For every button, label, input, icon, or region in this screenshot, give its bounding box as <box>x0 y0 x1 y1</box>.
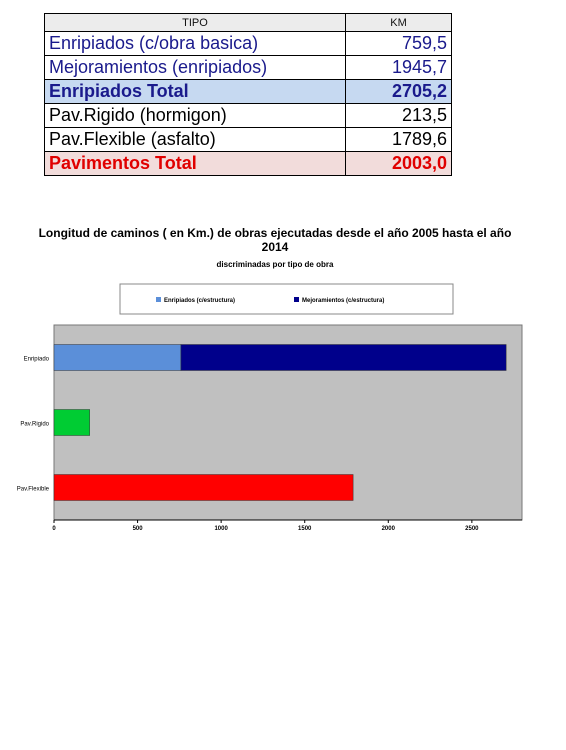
table-row <box>45 56 452 80</box>
row-value: 1789,6 <box>346 128 452 152</box>
legend-label: Mejoramientos (c/estructura) <box>302 298 385 304</box>
category-label: Pav.Rigido <box>20 421 49 428</box>
bar-enripiado-0 <box>54 345 181 371</box>
row-label: Enripiados Total <box>45 80 346 104</box>
legend-swatch <box>294 297 299 302</box>
row-label: Pav.Flexible (asfalto) <box>45 128 346 152</box>
row-label: Pav.Rigido (hormigon) <box>45 104 346 128</box>
row-label: Enripiados (c/obra basica) <box>45 32 346 56</box>
legend-label: Enripiados (c/estructura) <box>164 298 236 304</box>
table-row <box>45 128 452 152</box>
table-header-row <box>45 14 452 32</box>
bar-enripiado-1 <box>181 345 506 371</box>
x-tick-label: 2500 <box>465 526 479 532</box>
row-value: 213,5 <box>346 104 452 128</box>
chart-title: Longitud de caminos ( en Km.) de obras ejecutadas desde el año 2005 hasta el año 2014 <box>38 226 512 254</box>
header-km: KM <box>346 14 452 32</box>
table-row <box>45 80 452 104</box>
category-label: Pav.Flexible <box>16 486 49 493</box>
row-label: Pavimentos Total <box>45 152 346 176</box>
table-row <box>45 104 452 128</box>
row-value: 1945,7 <box>346 56 452 80</box>
x-tick-label: 2000 <box>381 526 395 532</box>
category-label: Enripiado <box>23 356 49 363</box>
x-tick-label: 500 <box>132 526 143 532</box>
table-row <box>45 152 452 176</box>
header-tipo: TIPO <box>45 14 346 32</box>
bar-pav-flexible-3 <box>54 475 353 501</box>
x-tick-label: 1000 <box>214 526 228 532</box>
chart-subtitle: discriminadas por tipo de obra <box>216 260 334 269</box>
x-tick-label: 0 <box>52 526 56 532</box>
row-value: 2003,0 <box>346 152 452 176</box>
x-tick-label: 1500 <box>298 526 312 532</box>
row-label: Mejoramientos (enripiados) <box>45 56 346 80</box>
row-value: 759,5 <box>346 32 452 56</box>
bar-pav-rigido-2 <box>54 410 90 436</box>
table-row <box>45 32 452 56</box>
row-value: 2705,2 <box>346 80 452 104</box>
summary-table <box>44 13 452 176</box>
bar-chart <box>0 270 566 550</box>
legend-swatch <box>156 297 161 302</box>
